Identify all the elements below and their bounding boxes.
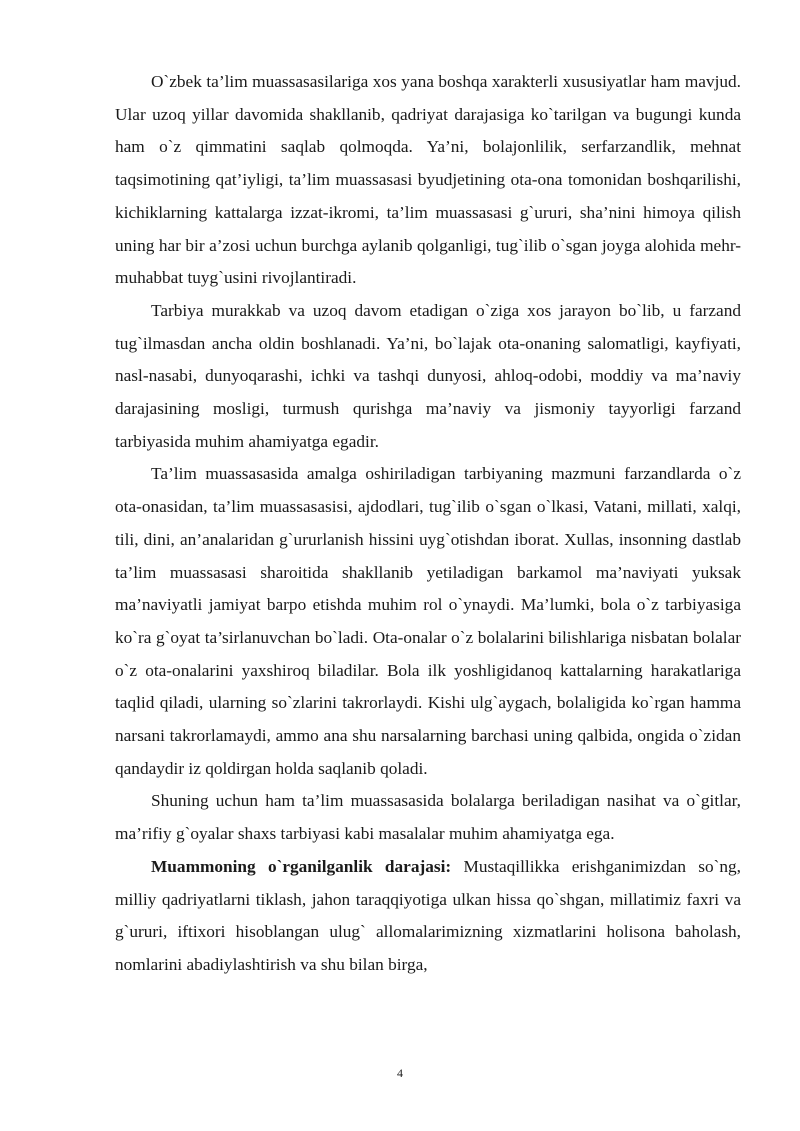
paragraph-2: Tarbiya murakkab va uzoq davom etadigan o`ziga xos jarayon bo`lib, u farzand tug`ilmasdan ancha oldin boshlanadi. Ya’ni, bo`lajak ota-onaning salomatligi, kayfiyati, nasl-nasabi, dunyoqarashi, ichki va tashqi dunyosi, ahloq-odobi, moddiy va ma’naviy darajasining mosligi, turmush qurishga ma’naviy va jismoniy tayyorligi farzand tarbiyasida muhim ahamiyatga egadir. — [115, 300, 741, 451]
document-body — [115, 66, 741, 982]
paragraph-5-text: Mustaqillikka erishganimizdan so`ng, milliy qadriyatlarni tiklash, jahon taraqqiyotiga ulkan hissa qo`shgan, millatimiz faxri va g`ururi, iftixori hisoblangan ulug` allomalarimizning xizmatlarini holisona baholash, nomlarini abadiylashtirish va shu bilan birga, — [115, 856, 741, 974]
paragraph-5 — [115, 851, 741, 982]
section-lead-heading: Muammoning o`rganilganlik darajasi: — [151, 856, 452, 876]
paragraph-3: Ta’lim muassasasida amalga oshiriladigan tarbiyaning mazmuni farzandlarda o`z ota-onasidan, ta’lim muassasasisi, ajdodlari, tug`ilib o`sgan o`lkasi, Vatani, millati, xalqi, tili, dini, an’analaridan g`ururlanish hissini uyg`otishdan iborat. Xullas, insonning dastlab ta’lim muassasasi sharoitida shakllanib yetiladigan barkamol ma’naviyati yuksak ma’naviyatli jamiyat barpo etishda muhim rol o`ynaydi. Ma’lumki, bola o`z tarbiyasiga ko`ra g`oyat ta’sirlanuvchan bo`ladi. Ota-onalar o`z bolalarini bilishlariga nisbatan bolalar o`z ota-onalarini yaxshiroq biladilar. Bola ilk yoshligidanoq kattalarning harakatlariga taqlid qiladi, ularning so`zlarini takrorlaydi. Kishi ulg`aygach, bolaligida ko`rgan hamma narsani takrorlamaydi, ammo ana shu narsalarning barchasi uning qalbida, ongida o`zidan qandaydir iz qoldirgan holda saqlanib qoladi. — [115, 464, 741, 778]
paragraph-1: O`zbek ta’lim muassasasilariga xos yana boshqa xarakterli xususiyatlar ham mavjud. Ular uzoq yillar davomida shakllanib, qadriyat darajasiga ko`tarilgan va bugungi kunda ham o`z qimmatini saqlab qolmoqda. Ya’ni, bolajonlilik, serfarzandlik, mehnat taqsimotining qat’iyligi, ta’lim muassasasi byudjetining ota-ona tomonidan boshqarilishi, kichiklarning kattalarga izzat-ikromi, ta’lim muassasasi g`ururi, sha’nini himoya qilish uning har bir a’zosi uchun burchga aylanib qolganligi, tug`ilib o`sgan joyga alohida mehr-muhabbat tuyg`usini rivojlantiradi. — [115, 72, 741, 288]
page-number: 4 — [397, 1066, 403, 1080]
paragraph-4: Shuning uchun ham ta’lim muassasasida bolalarga beriladigan nasihat va o`gitlar, ma’rifiy g`oyalar shaxs tarbiyasi kabi masalalar muhim ahamiyatga ega. — [115, 791, 741, 844]
